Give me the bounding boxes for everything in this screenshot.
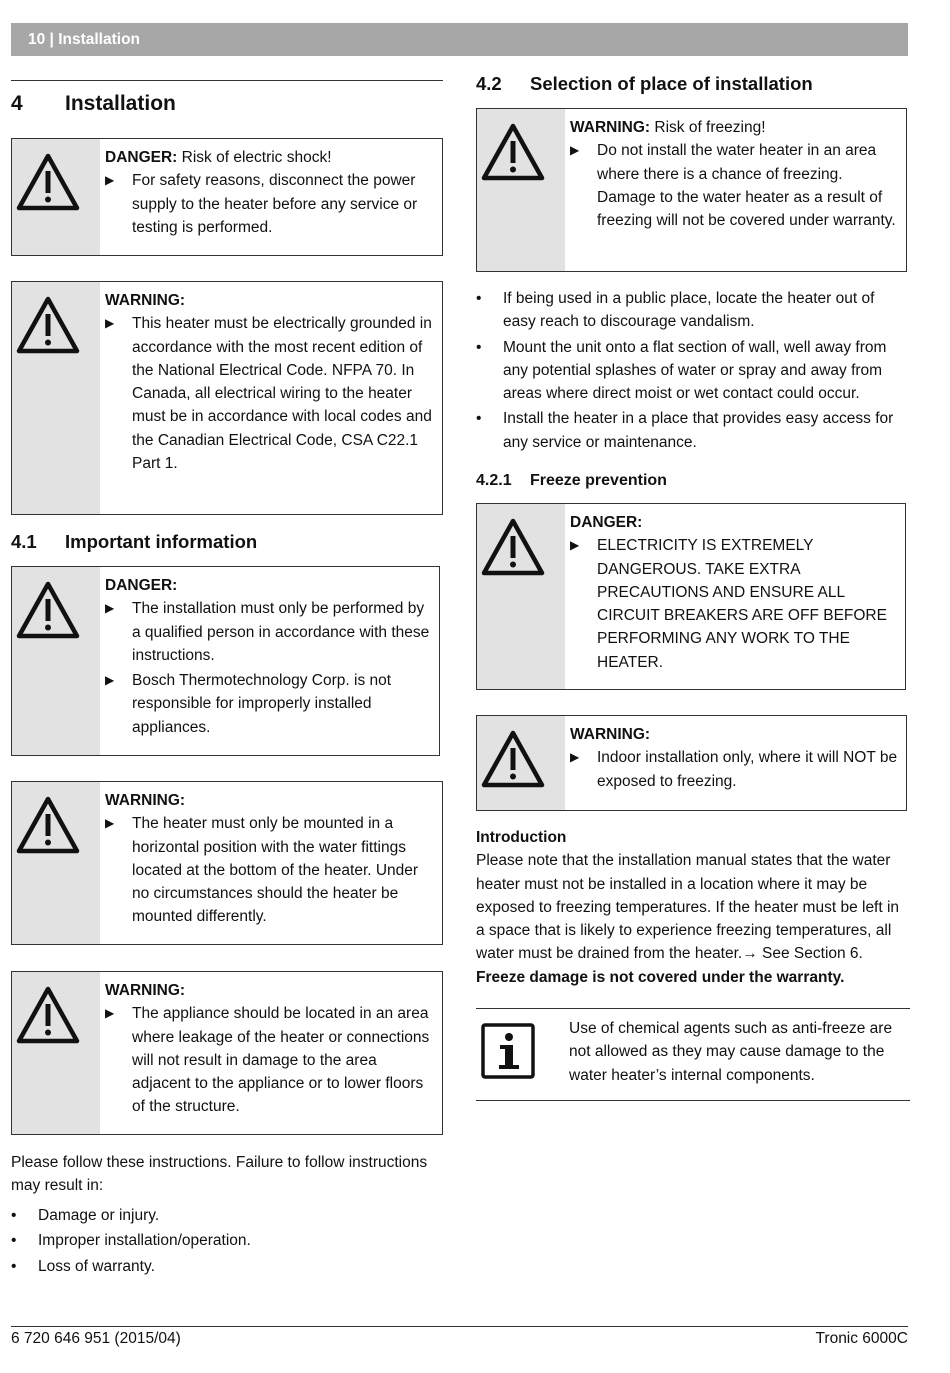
page-header: 10 | Installation [11, 23, 908, 56]
instruction-item: ▶ The heater must only be mounted in a horizontal position with the water fittings located at the bottom of the heater. Under no circumstances should the heater be mounted differently. [105, 812, 436, 928]
warning-triangle-icon [16, 985, 80, 1045]
section-4-1-heading: 4.1 Important information [11, 531, 258, 552]
introduction-block [476, 826, 909, 989]
list-item: • If being used in a public place, locate the heater out of easy reach to discourage vandalism. [476, 290, 875, 331]
arrow-bullet-icon: ▶ [105, 673, 115, 688]
warning-triangle-icon [16, 295, 80, 355]
danger-box-electricity [476, 503, 906, 690]
warning-box-grounding [11, 281, 443, 515]
instruction-item: ▶ Indoor installation only, where it will NOT be exposed to freezing. [570, 746, 900, 793]
consequence-list [11, 1204, 443, 1280]
placement-list [476, 287, 909, 456]
arrow-bullet-icon: ▶ [105, 173, 115, 188]
instruction-item: ▶ Bosch Thermotechnology Corp. is not responsible for improperly installed appliances. [105, 669, 433, 739]
arrow-bullet-icon: ▶ [570, 750, 580, 765]
icon-column [12, 139, 100, 255]
danger-box-installation [11, 566, 440, 756]
arrow-bullet-icon: ▶ [105, 601, 115, 616]
box-label: WARNING: [570, 726, 651, 743]
box-label: WARNING: [105, 792, 186, 809]
icon-column [477, 109, 565, 271]
instruction-item: ▶ Do not install the water heater in an area where there is a chance of freezing. Damage to the water heater as a result of freezing will not be covered under warranty. [570, 139, 900, 232]
arrow-bullet-icon: ▶ [105, 316, 115, 331]
icon-column [12, 567, 100, 755]
section-4-heading: 4 Installation [11, 92, 176, 115]
warning-box-freezing [476, 108, 907, 272]
instruction-item: ▶ The installation must only be performed by a qualified person in accordance with these instructions. [105, 597, 433, 667]
box-label: DANGER: [105, 577, 178, 594]
warranty-note: Freeze damage is not covered under the warranty. [476, 968, 845, 986]
box-label: DANGER: [570, 514, 643, 531]
icon-column [12, 782, 100, 944]
warning-box-leakage [11, 971, 443, 1135]
box-label: WARNING: [105, 982, 186, 999]
list-item: • Loss of warranty. [11, 1257, 155, 1275]
icon-column [477, 504, 565, 689]
instruction-item: ▶ This heater must be electrically grounded in accordance with the most recent edition of the National Electrical Code. NFPA 70. In Canada, all electrical wiring to the heater must be in accordance with local codes and the Canadian Electrical Code, CSA C22.1 Part 1. [105, 312, 436, 475]
warning-triangle-icon [481, 517, 545, 577]
box-sublabel: Risk of freezing! [650, 119, 766, 136]
icon-column [12, 282, 100, 514]
info-box-antifreeze [476, 1008, 910, 1101]
icon-column [12, 972, 100, 1134]
warning-triangle-icon [16, 152, 80, 212]
warning-box-mounting [11, 781, 443, 945]
box-label: WARNING: [570, 119, 651, 136]
section-4-2-1-heading: 4.2.1 Freeze prevention [476, 472, 667, 489]
introduction-text: Please note that the installation manual states that the water heater must not be installed in a location where it may be exposed to freezing temperatures. If the heater must be left in a space that is likely to experience freezing temperatures, all water must be drained from the heater.→ See Section 6. [476, 852, 900, 963]
introduction-heading: Introduction [476, 829, 567, 846]
follow-instructions-text: Please follow these instructions. Failure to follow instructions may result in: [11, 1154, 428, 1195]
warning-triangle-icon [16, 795, 80, 855]
box-sublabel: Risk of electric shock! [177, 149, 332, 166]
list-item: • Mount the unit onto a flat section of wall, well away from any potential splashes of water or spray and away from areas where direct moist or wet contact could occur. [476, 338, 887, 403]
warning-triangle-icon [481, 729, 545, 789]
list-item: • Damage or injury. [11, 1207, 160, 1224]
document-number: 6 720 646 951 (2015/04) [11, 1330, 181, 1347]
instruction-item: ▶ ELECTRICITY IS EXTREMELY DANGEROUS. TAKE EXTRA PRECAUTIONS AND ENSURE ALL CIRCUIT BREAKERS ARE OFF BEFORE PERFORMING ANY WORK TO THE HEATER. [570, 534, 899, 674]
info-icon [480, 1022, 536, 1080]
warning-box-indoor [476, 715, 907, 811]
icon-column [477, 716, 565, 810]
product-name: Tronic 6000C [815, 1330, 908, 1347]
section-4-2-heading: 4.2 Selection of place of installation [476, 73, 813, 94]
warning-triangle-icon [16, 580, 80, 640]
warning-triangle-icon [481, 122, 545, 182]
arrow-bullet-icon: ▶ [570, 538, 580, 553]
danger-box-electric-shock [11, 138, 443, 256]
list-item: • Improper installation/operation. [11, 1232, 251, 1250]
instruction-item: ▶ For safety reasons, disconnect the power supply to the heater before any service or testing is performed. [105, 169, 436, 239]
arrow-bullet-icon: ▶ [105, 1006, 115, 1021]
box-label: WARNING: [105, 292, 186, 309]
info-text: Use of chemical agents such as anti-freeze are not allowed as they may cause damage to the water heater’s internal components. [569, 1020, 893, 1084]
section-rule [11, 80, 443, 81]
box-label: DANGER: [105, 149, 178, 166]
section-reference: → See Section 6. [742, 945, 863, 963]
arrow-bullet-icon: ▶ [105, 816, 115, 831]
icon-column [476, 1009, 569, 1100]
instruction-item: ▶ The appliance should be located in an area where leakage of the heater or connections will not result in damage to the area adjacent to the appliance or to lower floors of the structure. [105, 1002, 436, 1118]
arrow-bullet-icon: ▶ [570, 143, 580, 158]
list-item: • Install the heater in a place that provides easy access for any service or maintenance. [476, 410, 894, 451]
